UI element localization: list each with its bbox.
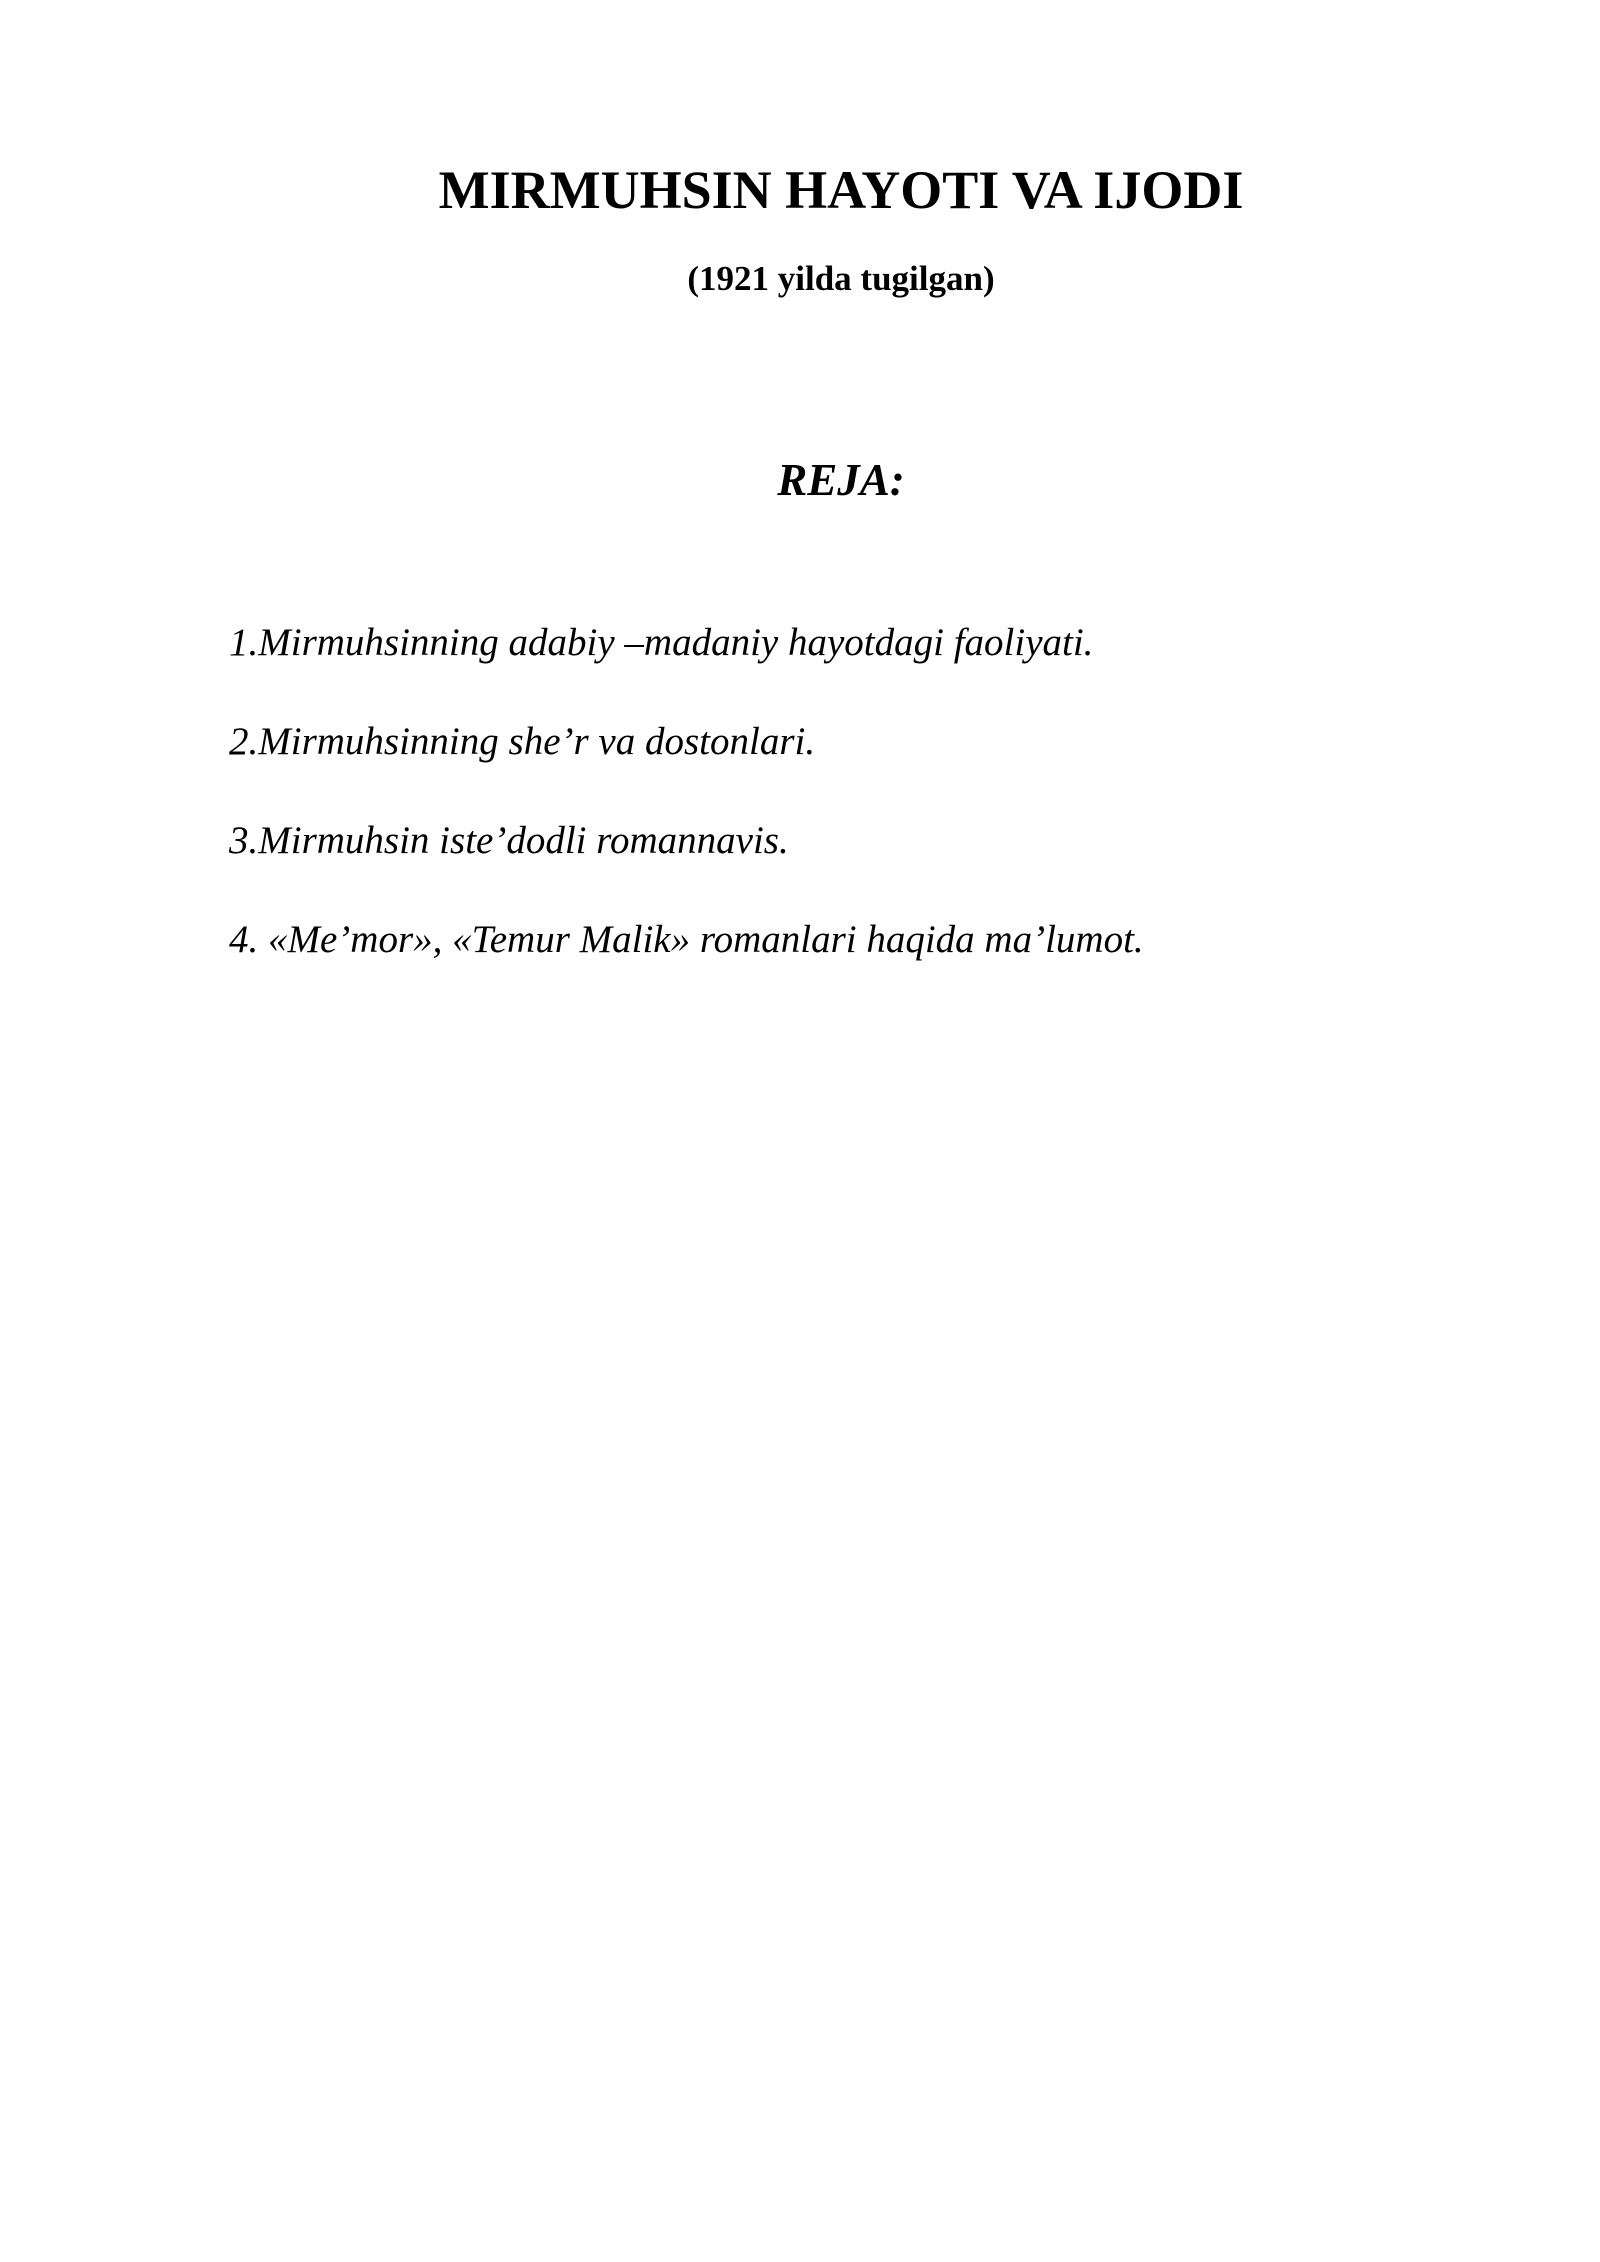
plan-heading: REJA: bbox=[777, 455, 905, 505]
plan-item-4: 4. «Me’mor», «Temur Malik» romanlari haqida ma’lumot. bbox=[229, 918, 1144, 961]
plan-list bbox=[229, 617, 1144, 1013]
plan-item-2: 2.Mirmuhsinning she’r va dostonlari. bbox=[229, 720, 816, 763]
plan-item-3: 3.Mirmuhsin iste’dodli romannavis. bbox=[229, 819, 789, 862]
document-title: MIRMUHSIN HAYOTI VA IJODI bbox=[438, 160, 1244, 220]
plan-item-1: 1.Mirmuhsinning adabiy –madaniy hayotdagi faoliyati. bbox=[229, 621, 1094, 664]
document-subtitle: (1921 yilda tugilgan) bbox=[687, 259, 995, 298]
